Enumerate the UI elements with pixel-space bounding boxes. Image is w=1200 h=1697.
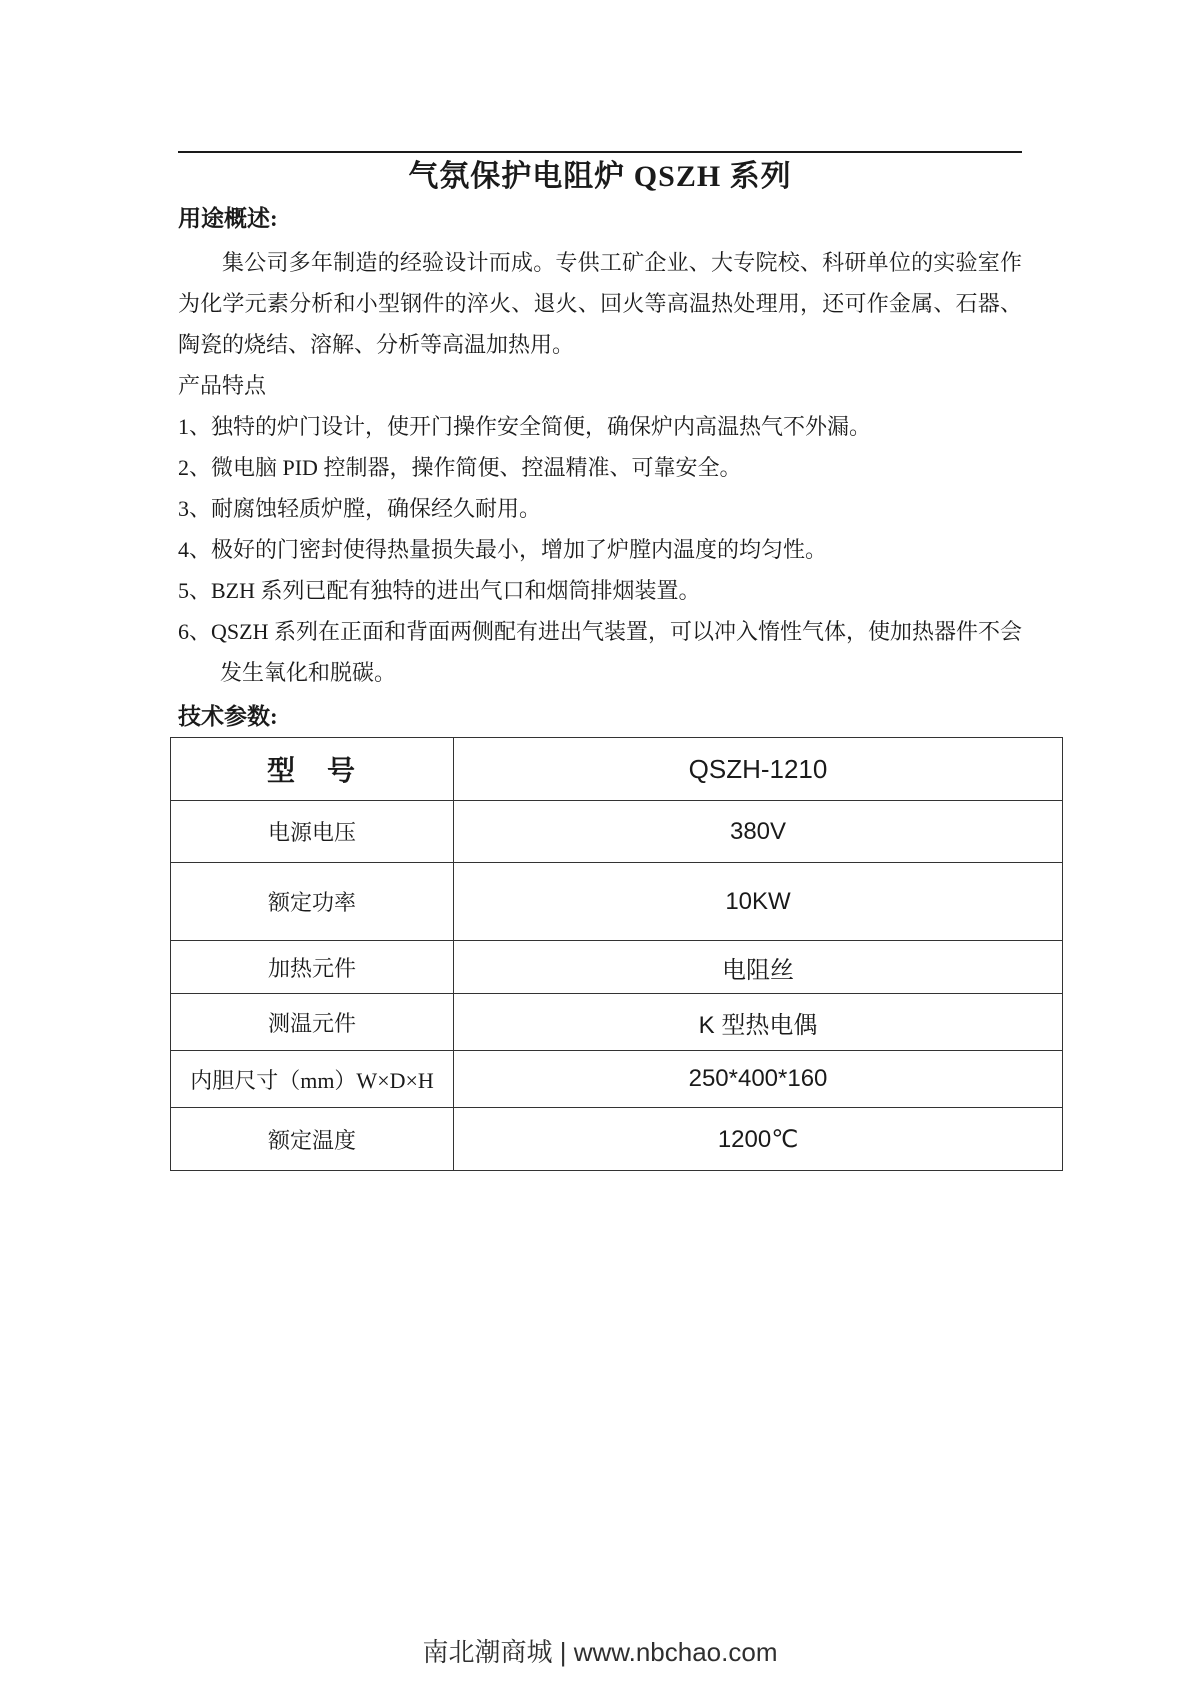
spec-label: 额定温度 (171, 1108, 454, 1171)
spec-label: 电源电压 (171, 801, 454, 863)
specs-table (170, 737, 1063, 1171)
feature-item: 4、极好的门密封使得热量损失最小，增加了炉膛内温度的均匀性。 (178, 537, 828, 562)
table-row (171, 863, 1063, 941)
table-row (171, 1108, 1063, 1171)
feature-item: 3、耐腐蚀轻质炉膛，确保经久耐用。 (178, 496, 542, 521)
features-heading: 产品特点 (178, 373, 267, 398)
feature-item: 1、独特的炉门设计，使开门操作安全简便，确保炉内高温热气不外漏。 (178, 414, 872, 439)
spec-value: 380V (454, 801, 1063, 863)
spec-value: 250*400*160 (454, 1051, 1063, 1108)
table-row (171, 994, 1063, 1051)
feature-item: 5、BZH 系列已配有独特的进出气口和烟筒排烟装置。 (178, 578, 701, 603)
table-row (171, 941, 1063, 994)
document-body (178, 151, 1022, 1171)
feature-item: 6、QSZH 系列在正面和背面两侧配有进出气装置，可以冲入惰性气体，使加热器件不会发生氧化和脱碳。 (178, 619, 1022, 685)
table-row (171, 801, 1063, 863)
spec-label: 加热元件 (171, 941, 454, 994)
feature-item: 2、微电脑 PID 控制器，操作简便、控温精准、可靠安全。 (178, 455, 742, 480)
footer-text: 南北潮商城 | www.nbchao.com (422, 1637, 778, 1667)
spec-label: 额定功率 (171, 863, 454, 941)
spec-label: 内胆尺寸（mm）W×D×H (171, 1051, 454, 1108)
spec-value: 电阻丝 (454, 941, 1063, 994)
spec-value: 1200℃ (454, 1108, 1063, 1171)
specs-heading: 技术参数: (178, 704, 278, 729)
table-row (171, 1051, 1063, 1108)
spec-label: 测温元件 (171, 994, 454, 1051)
spec-value: K 型热电偶 (454, 994, 1063, 1051)
page-title: 气氛保护电阻炉 QSZH 系列 (408, 160, 792, 193)
usage-paragraph: 集公司多年制造的经验设计而成。专供工矿企业、大专院校、科研单位的实验室作为化学元素分析和小型钢件的淬火、退火、回火等高温热处理用，还可作金属、石器、陶瓷的烧结、溶解、分析等高温加热用。 (178, 250, 1022, 357)
spec-value: 10KW (454, 863, 1063, 941)
usage-heading: 用途概述: (178, 206, 278, 231)
spec-label: 型 号 (171, 738, 454, 801)
spec-value: QSZH-1210 (454, 738, 1063, 801)
table-row (171, 738, 1063, 801)
